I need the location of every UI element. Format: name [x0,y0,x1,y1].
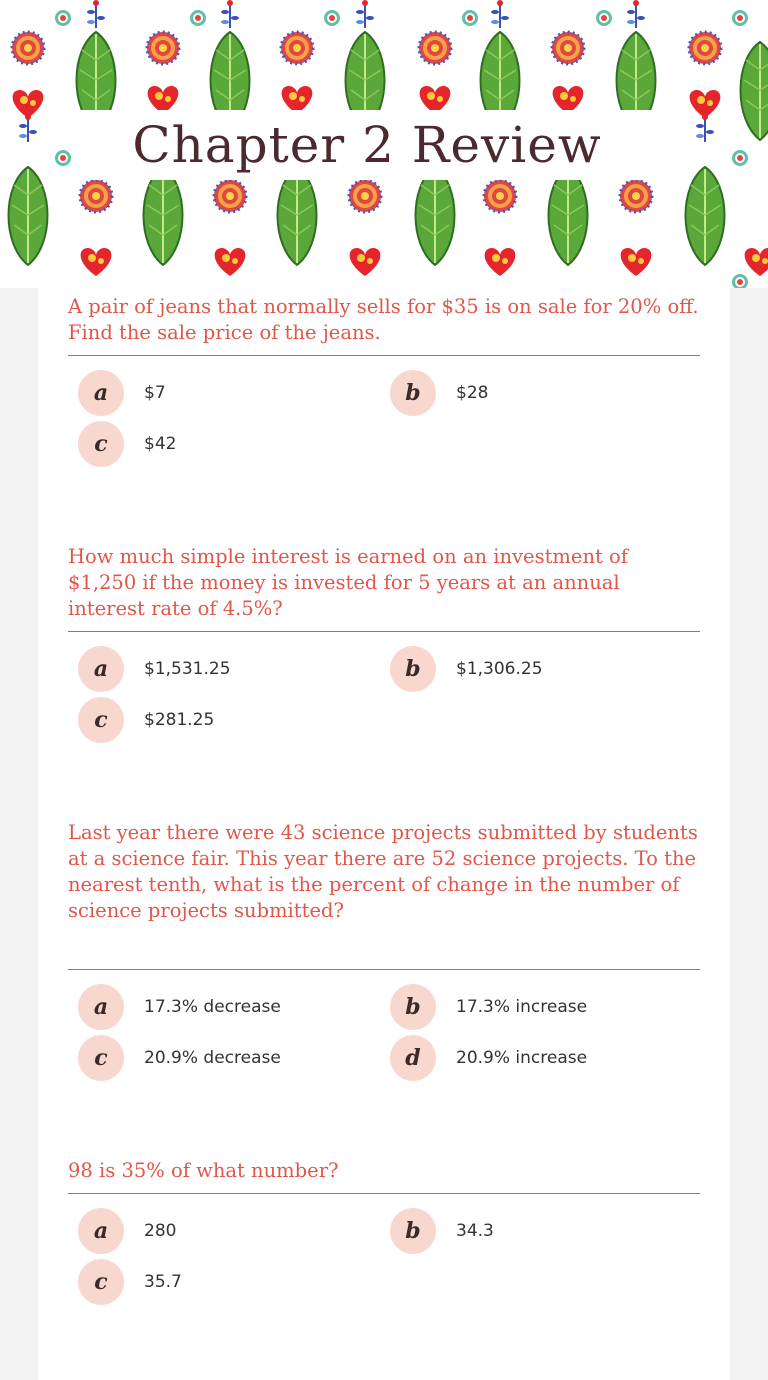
worksheet [38,288,730,1380]
option-text: 17.3% decrease [144,997,281,1017]
option-letter: a [78,984,124,1030]
option-b[interactable] [390,1208,494,1254]
option-letter: a [78,370,124,416]
option-text: 35.7 [144,1272,182,1292]
option-text: 280 [144,1221,177,1241]
option-text: 34.3 [456,1221,494,1241]
question-2 [68,544,700,733]
option-text: 20.9% increase [456,1048,588,1068]
question-text: A pair of jeans that normally sells for $35 is on sale for 20% off. Find the sale price of the jeans. [68,295,699,344]
option-b[interactable] [390,984,587,1030]
option-text: $42 [144,434,177,454]
header-banner [0,0,768,288]
title-box [77,110,657,180]
option-c[interactable] [78,1035,281,1081]
option-letter: c [78,697,124,743]
question-text: How much simple interest is earned on an investment of $1,250 if the money is invested for 5 years at an annual interest rate of 4.5%? [68,545,628,620]
question-1 [68,294,700,457]
option-a[interactable] [78,1208,176,1254]
option-letter: a [78,1208,124,1254]
option-text: $281.25 [144,710,215,730]
option-letter: c [78,1035,124,1081]
option-text: $1,306.25 [456,659,543,679]
option-c[interactable] [78,697,214,743]
option-c[interactable] [78,1259,182,1305]
question-3 [68,820,700,1071]
option-a[interactable] [78,646,231,692]
option-letter: a [78,646,124,692]
divider [68,631,700,632]
option-letter: b [390,1208,436,1254]
option-b[interactable] [390,646,543,692]
option-letter: c [78,421,124,467]
question-4 [68,1158,700,1295]
question-text: Last year there were 43 science projects submitted by students at a science fair. This year there are 52 science projects. To the nearest tenth, what is the percent of change in the number of science projects submitted? [68,821,698,922]
option-text: $7 [144,383,166,403]
option-b[interactable] [390,370,488,416]
page-title: Chapter 2 Review [132,116,602,174]
divider [68,355,700,356]
option-text: 20.9% decrease [144,1048,281,1068]
option-text: 17.3% increase [456,997,588,1017]
divider [68,969,700,970]
option-letter: c [78,1259,124,1305]
divider [68,1193,700,1194]
option-a[interactable] [78,984,281,1030]
option-text: $1,531.25 [144,659,231,679]
option-d[interactable] [390,1035,587,1081]
option-letter: b [390,984,436,1030]
option-text: $28 [456,383,489,403]
option-c[interactable] [78,421,176,467]
option-letter: b [390,646,436,692]
option-letter: b [390,370,436,416]
option-a[interactable] [78,370,166,416]
option-letter: d [390,1035,436,1081]
question-text: 98 is 35% of what number? [68,1159,339,1182]
